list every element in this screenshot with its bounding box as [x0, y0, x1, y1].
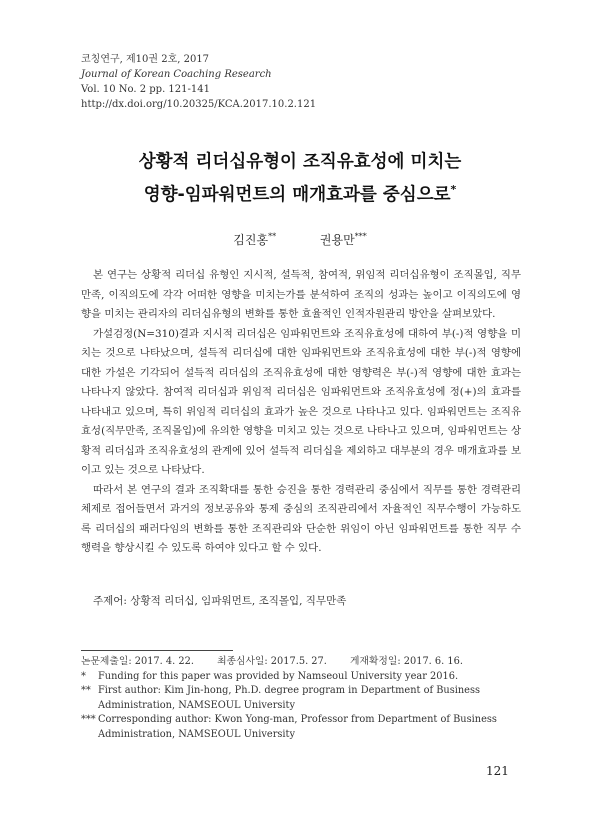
footnote-text: First author: Kim Jin-hong, Ph.D. degree program in Department of Business Administration, NAMSEOUL University [98, 685, 481, 711]
paper-title [0, 148, 600, 209]
title-footnote-mark: * [450, 183, 457, 196]
footnote-text: Corresponding author: Kwon Yong-man, Professor from Department of Business Administration, NAMSEOUL University [98, 714, 497, 740]
author-2 [320, 233, 367, 247]
footnote-first-author [81, 684, 526, 713]
abstract-paragraph: 따라서 본 연구의 결과 조직확대를 통한 승진을 통한 경력관리 중심에서 직무를 통한 경력관리 체제로 접어들면서 과거의 정보공유와 통제 중심의 조직관리에서 자율적인 직무수행이 가능하도록 리더십의 패러다임의 변화를 통한 조직관리와 단순한 위임이 아닌 임파워먼트를 통한 직무 수행력을 향상시킬 수 있도록 하여야 있다고 할 수 있다. [81, 483, 521, 554]
author-1-mark: ** [268, 232, 277, 241]
abstract-paragraph: 본 연구는 상황적 리더십 유형인 지시적, 설득적, 참여적, 위임적 리더십유형이 조직몰입, 직무만족, 이직의도에 각각 어떠한 영향을 미치는가를 분석하여 조직의 성과는 높이고 이직의도에 영향을 미치는 관리자의 리더십유형의 변화를 통한 효율적인 인적자원관리 방안을 살펴보았다. [81, 269, 521, 320]
author-2-name: 권용만 [319, 233, 355, 247]
keywords: 주제어: 상황적 리더십, 임파워먼트, 조직몰입, 직무만족 [93, 595, 347, 607]
journal-header [81, 52, 316, 112]
author-1 [233, 233, 276, 247]
doi-link[interactable]: http://dx.doi.org/10.20325/KCA.2017.10.2.121 [81, 99, 317, 110]
journal-volume: Vol. 10 No. 2 pp. 121-141 [81, 84, 210, 95]
submission-dates [81, 655, 526, 670]
submitted-date: 논문제출일: 2017. 4. 22. [81, 656, 194, 667]
page-number: 121 [486, 764, 509, 778]
footnotes [81, 655, 526, 742]
journal-name: Journal of Korean Coaching Research [81, 69, 272, 80]
footnote-divider [81, 650, 233, 651]
final-review-date: 최종심사일: 2017.5. 27. [217, 656, 327, 667]
author-2-mark: *** [354, 232, 367, 241]
abstract [81, 266, 521, 559]
author-list [0, 231, 600, 248]
accepted-date: 게재확정일: 2017. 6. 16. [350, 656, 463, 667]
journal-issue: 코칭연구, 제10권 2호, 2017 [81, 54, 210, 65]
title-line-2 [0, 176, 600, 209]
footnote-funding [81, 670, 526, 685]
footnote-mark: *** [81, 714, 96, 725]
footnote-corresponding-author [81, 713, 526, 742]
footnote-mark: ** [81, 685, 91, 696]
footnote-text: Funding for this paper was provided by Namseoul University year 2016. [98, 670, 459, 682]
footnote-mark: * [81, 670, 86, 682]
title-line-1: 상황적 리더십유형이 조직유효성에 미치는 [138, 152, 462, 172]
abstract-paragraph: 가설검정(N=310)결과 지시적 리더십은 임파워먼트와 조직유효성에 대하여 부(-)적 영향을 미치는 것으로 나타났으며, 설득적 리더십에 대한 임파워먼트와 조직유효성에 대한 부(-)적 영향에 대한 가설은 기각되어 설득적 리더십의 조직유효성에 대한 영향력은 부(-)적 영향에 대한 효과는 나타나지 않았다. 참여적 리더십과 위임적 리더십은 임파워먼트와 조직유효성에 정(+)의 효과를 나타내고 있으며, 특히 위임적 리더십의 효과가 높은 것으로 나타나고 있다. 임파워먼트는 조직유효성(직무만족, 조직몰입)에 유의한 영향을 미치고 있는 것으로 나타나고 있으며, 임파워먼트는 상황적 리더십과 조직유효성의 관계에 있어 설득적 리더십을 제외하고 대부분의 경우 매개효과를 보이고 있는 것으로 나타났다. [81, 327, 521, 476]
author-1-name: 김진홍 [233, 233, 269, 247]
title-line-2-text: 영향-임파워먼트의 매개효과를 중심으로 [143, 184, 451, 205]
